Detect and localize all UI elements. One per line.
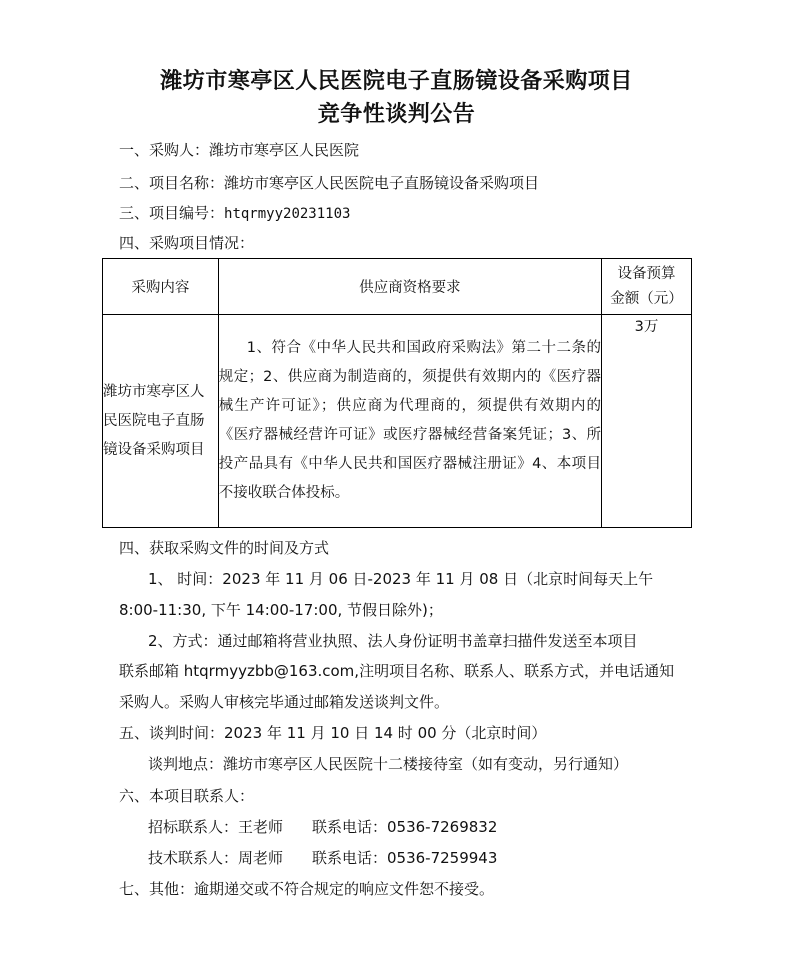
acquire-heading: 四、获取采购文件的时间及方式 — [119, 539, 330, 557]
table-row — [103, 315, 692, 528]
header-requirements: 供应商资格要求 — [218, 259, 601, 315]
procurement-table — [102, 258, 692, 528]
bid-phone: 联系电话：0536-7269832 — [312, 818, 498, 836]
situation-heading: 四、采购项目情况： — [119, 234, 255, 252]
notice-subtitle: 竞争性谈判公告 — [317, 102, 476, 127]
acquire-method-line1: 2、方式：通过邮箱将营业执照、法人身份证明书盖章扫描件发送至本项目 — [148, 632, 638, 650]
table-header-row — [103, 259, 692, 315]
tech-phone: 联系电话：0536-7259943 — [312, 849, 498, 867]
negotiation-time: 五、谈判时间：2023 年 11 月 10 日 14 时 00 分（北京时间） — [119, 724, 547, 742]
header-budget-line2: 金额（元） — [610, 290, 683, 307]
acquire-time-line2: 8:00-11:30, 下午 14:00-17:00, 节假日除外)； — [119, 601, 443, 619]
bid-contact: 招标联系人：王老师 — [148, 818, 284, 836]
cell-budget: 3万 — [602, 315, 692, 528]
other-line: 七、其他：逾期递交或不符合规定的响应文件恕不接受。 — [119, 880, 495, 898]
notice-title: 潍坊市寒亭区人民医院电子直肠镜设备采购项目 — [160, 69, 633, 94]
requirements-text: 1、符合《中华人民共和国政府采购法》第二十二条的规定；2、供应商为制造商的，须提供有效期内的《医疗器械生产许可证》；供应商为代理商的，须提供有效期内的《医疗器械经营许可证》或医疗器械经营备案凭证；3、所投产品具有《中华人民共和国医疗器械注册证》4、本项目不接收联合体投标。 — [218, 340, 602, 501]
contacts-heading: 六、本项目联系人： — [119, 787, 255, 805]
project-name-line: 二、项目名称：潍坊市寒亭区人民医院电子直肠镜设备采购项目 — [119, 174, 540, 192]
acquire-method-line2: 联系邮箱 htqrmyyzbb@163.com,注明项目名称、联系人、联系方式，并电话通知 — [119, 662, 675, 680]
project-number-line — [119, 202, 350, 223]
header-budget — [602, 259, 692, 315]
negotiation-place: 谈判地点：潍坊市寒亭区人民医院十二楼接待室（如有变动，另行通知） — [148, 755, 629, 773]
acquire-time-line1: 1、 时间：2023 年 11 月 06 日-2023 年 11 月 08 日（北京时间每天上午 — [148, 570, 654, 588]
purchaser-line: 一、采购人：潍坊市寒亭区人民医院 — [119, 141, 360, 159]
cell-content: 潍坊市寒亭区人民医院电子直肠镜设备采购项目 — [103, 315, 219, 528]
cell-requirements — [218, 315, 601, 528]
header-budget-line1: 设备预算 — [617, 265, 676, 282]
header-content: 采购内容 — [103, 259, 219, 315]
project-number-value: htqrmyy20231103 — [224, 206, 351, 222]
project-number-label: 三、项目编号： — [119, 204, 225, 222]
acquire-method-line3: 采购人。采购人审核完毕通过邮箱发送谈判文件。 — [119, 693, 450, 711]
tech-contact: 技术联系人：周老师 — [148, 849, 284, 867]
